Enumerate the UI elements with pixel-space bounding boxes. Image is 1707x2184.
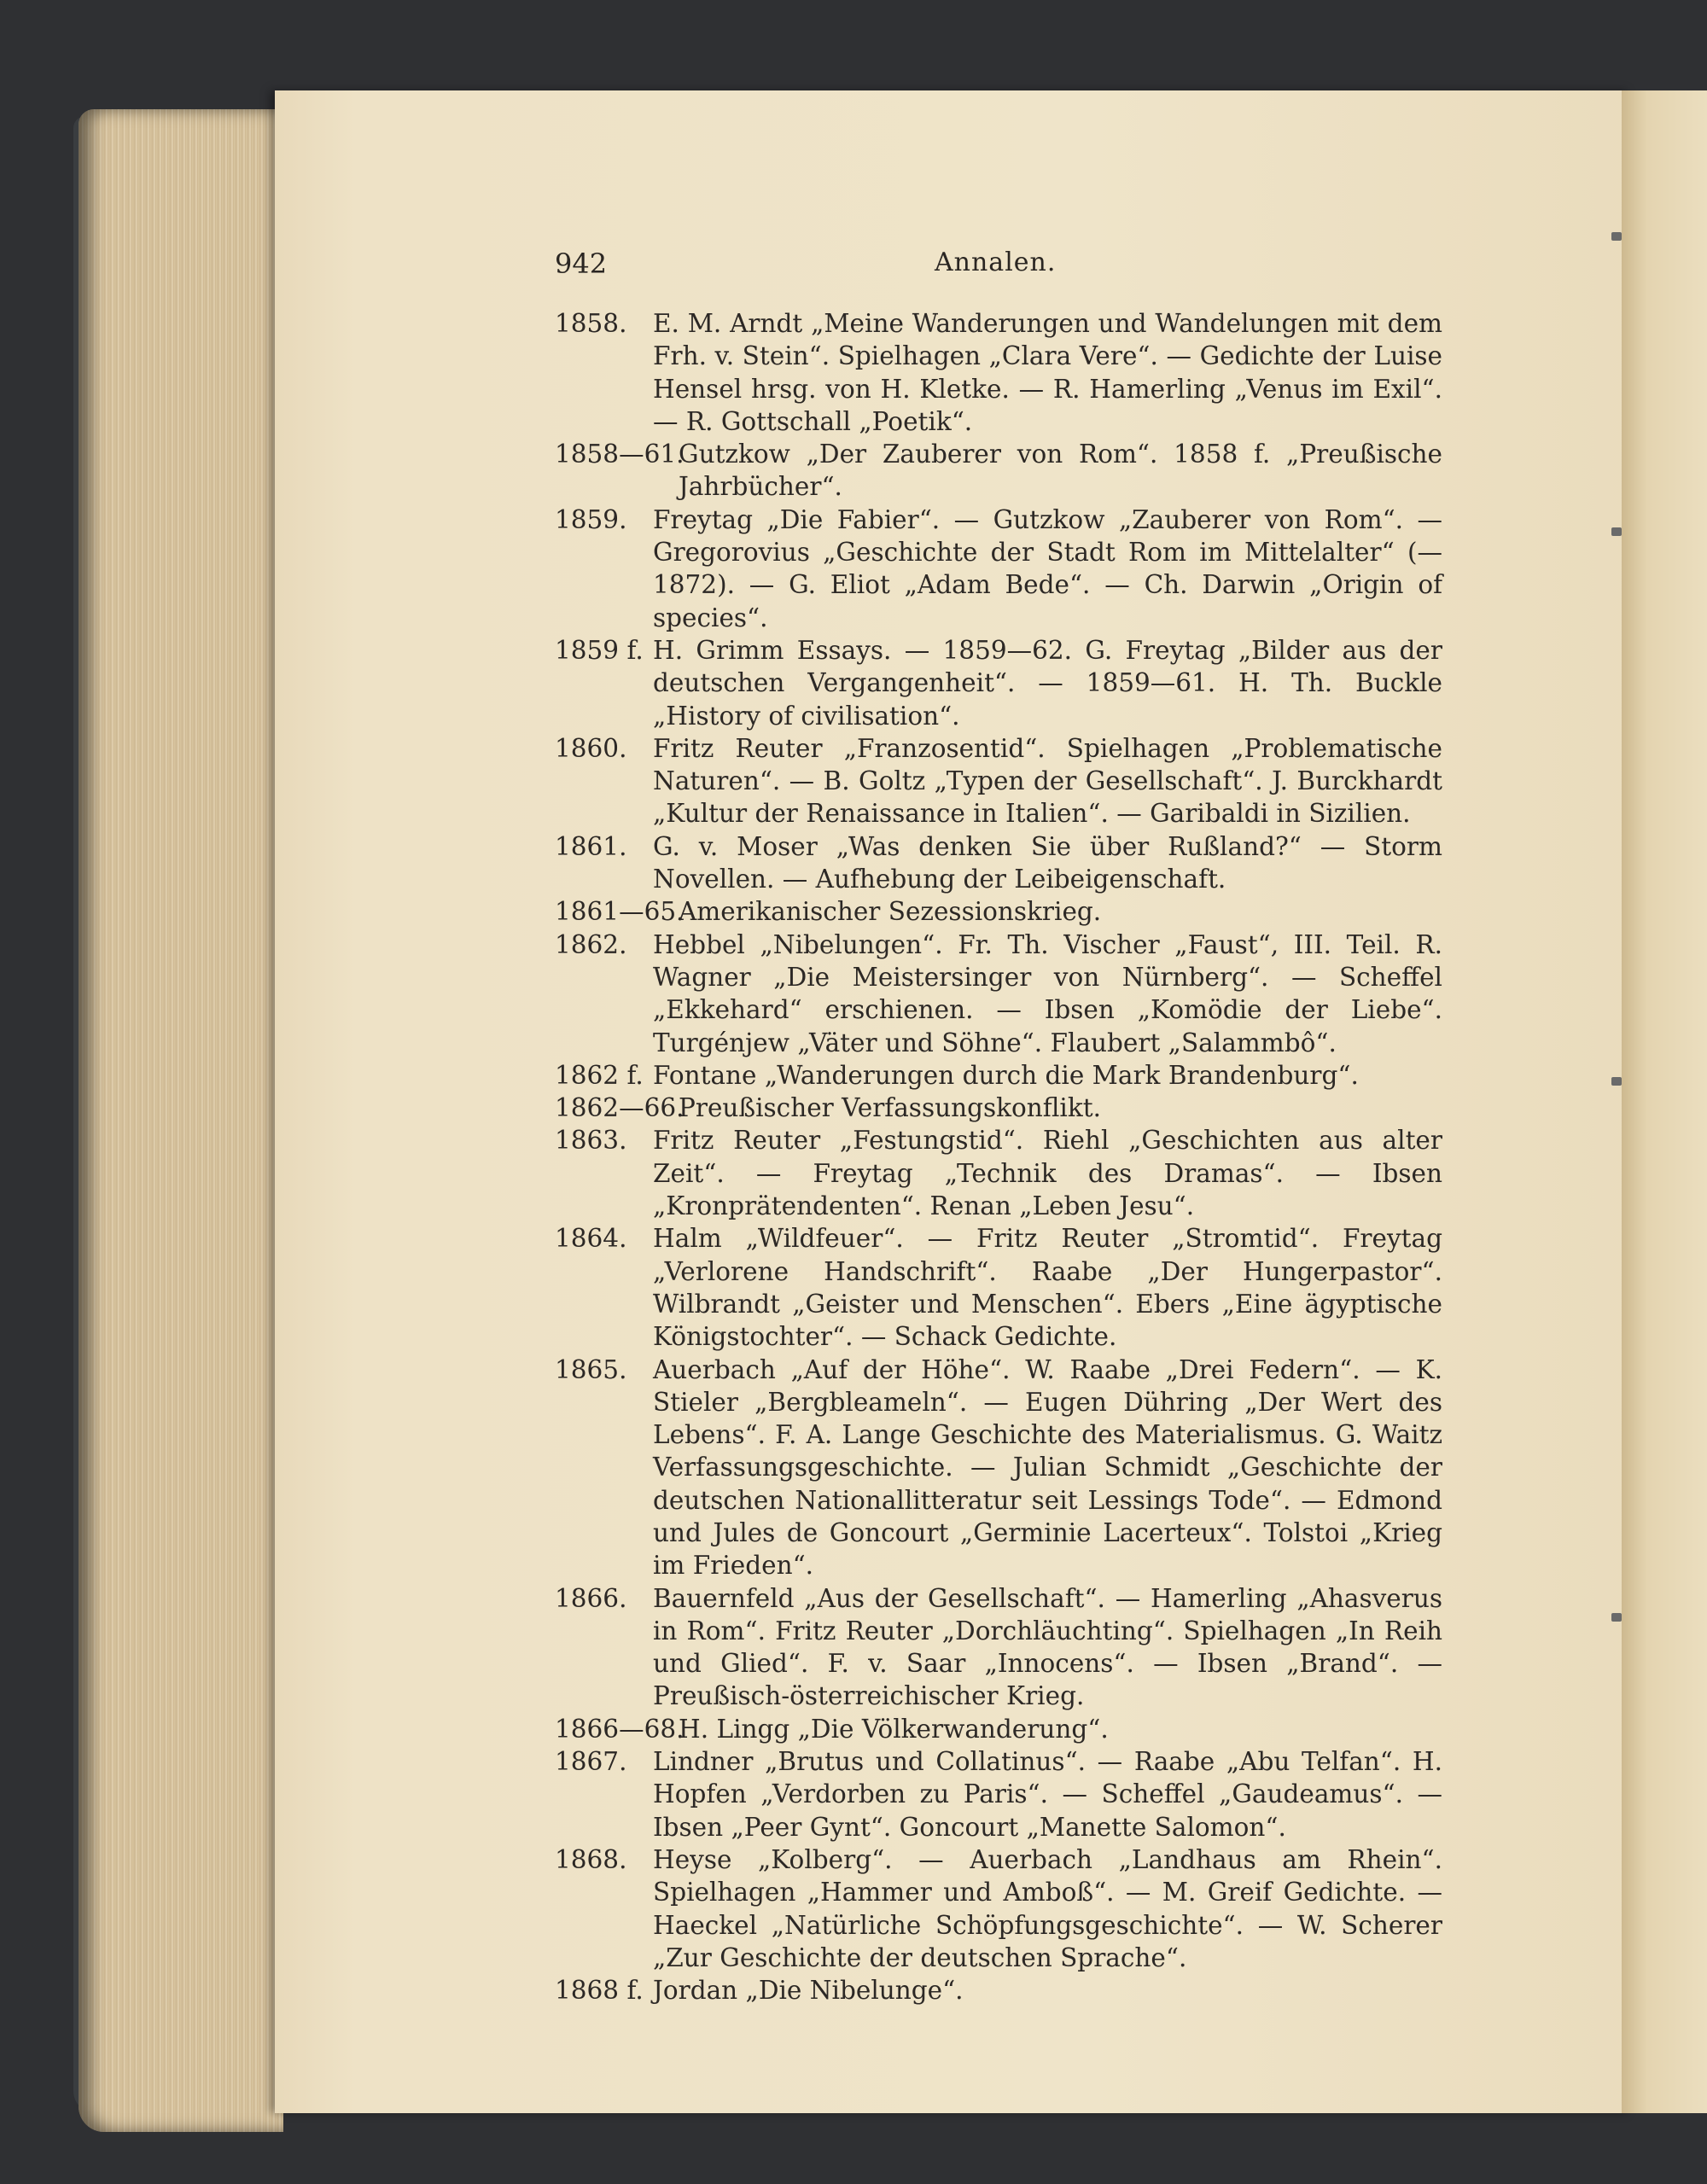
entry-year: 1859 f.	[555, 635, 644, 665]
annal-entry	[555, 504, 1442, 634]
entry-year: 1863.	[555, 1126, 627, 1156]
annal-entry	[555, 1059, 1442, 1092]
annal-entry	[555, 438, 1442, 504]
entry-year: 1867.	[555, 1747, 627, 1777]
entry-text: Lindner „Brutus und Collatinus“. — Raabe „Abu Telfan“. H. Hopfen „Verdorben zu Paris“. — Scheffel „Gaudeamus“. — Ibsen „Peer Gynt“. Goncourt „Manette Salomon“.	[653, 1747, 1442, 1842]
annal-entry	[555, 895, 1442, 928]
entry-text: Hebbel „Nibelungen“. Fr. Th. Vischer „Faust“, III. Teil. R. Wagner „Die Meistersinger von Nürnberg“. — Scheffel „Ekkehard“ erschienen. — Ibsen „Komödie der Liebe“. Turgénjew „Väter und Söhne“. Flaubert „Salammbô“.	[653, 929, 1442, 1057]
book-page-edges	[79, 109, 283, 2132]
annal-entry	[555, 1745, 1442, 1843]
entry-year: 1868 f.	[555, 1976, 644, 2006]
annal-entry	[555, 634, 1442, 732]
entry-text: Halm „Wildfeuer“. — Fritz Reuter „Stromtid“. Freytag „Verlorene Handschrift“. Raabe „Der Hungerpastor“. Wilbrandt „Geister und Menschen“. Ebers „Eine ägyptische Königstochter“. — Schack Gedichte.	[653, 1224, 1442, 1352]
annal-entry	[555, 1713, 1442, 1745]
entry-year: 1868.	[555, 1844, 627, 1874]
entry-year: 1866—68.	[555, 1714, 685, 1744]
entry-text: Bauernfeld „Aus der Gesellschaft“. — Hamerling „Ahasverus in Rom“. Fritz Reuter „Dorchläuchting“. Spielhagen „In Reih und Glied“. F. v. Saar „Innocens“. — Ibsen „Brand“. — Preußisch-österreichischer Krieg.	[653, 1583, 1442, 1711]
annal-entry	[555, 1843, 1442, 1974]
annals-list	[555, 307, 1442, 2006]
entry-year: 1865.	[555, 1354, 627, 1384]
entry-year: 1862.	[555, 929, 627, 959]
page-mark	[1611, 527, 1622, 536]
entry-year: 1861—65.	[555, 897, 685, 927]
page-mark	[1611, 1613, 1622, 1622]
entry-year: 1858—61.	[555, 440, 685, 469]
running-title: Annalen.	[935, 248, 1057, 277]
entry-year: 1859.	[555, 504, 627, 534]
entry-year: 1864.	[555, 1224, 627, 1254]
entry-text: Heyse „Kolberg“. — Auerbach „Landhaus am Rhein“. Spielhagen „Hammer und Amboß“. — M. Greif Gedichte. — Haeckel „Natürliche Schöpfungsgeschichte“. — W. Scherer „Zur Geschichte der deutschen Sprache“.	[653, 1844, 1442, 1972]
entry-text: E. M. Arndt „Meine Wanderungen und Wandelungen mit dem Frh. v. Stein“. Spielhagen „Clara Vere“. — Gedichte der Luise Hensel hrsg. von H. Kletke. — R. Hamerling „Venus im Exil“. — R. Gottschall „Poetik“.	[653, 309, 1442, 436]
annal-entry	[555, 732, 1442, 830]
annal-entry	[555, 307, 1442, 438]
entry-text: G. v. Moser „Was denken Sie über Rußland?“ — Storm Novellen. — Aufhebung der Leibeigenschaft.	[653, 831, 1442, 894]
entry-text: Fritz Reuter „Franzosentid“. Spielhagen „Problematische Naturen“. — B. Goltz „Typen der Gesellschaft“. J. Burckhardt „Kultur der Renaissance in Italien“. — Garibaldi in Sizilien.	[653, 733, 1442, 829]
annal-entry	[555, 1124, 1442, 1222]
entry-text: H. Lingg „Die Völkerwanderung“.	[679, 1714, 1109, 1744]
entry-text: Fritz Reuter „Festungstid“. Riehl „Geschichten aus alter Zeit“. — Freytag „Technik des Dramas“. — Ibsen „Kronprätendenten“. Renan „Leben Jesu“.	[653, 1126, 1442, 1221]
page-header	[555, 248, 1451, 290]
entry-text: Amerikanischer Sezessionskrieg.	[679, 897, 1102, 927]
annal-entry	[555, 1222, 1442, 1353]
entry-year: 1860.	[555, 733, 627, 763]
entry-year: 1858.	[555, 309, 627, 338]
annal-entry	[555, 1092, 1442, 1124]
entry-text: Auerbach „Auf der Höhe“. W. Raabe „Drei Federn“. — K. Stieler „Bergbleameln“. — Eugen Dühring „Der Wert des Lebens“. F. A. Lange Geschichte des Materialismus. G. Waitz Verfassungsgeschichte. — Julian Schmidt „Geschichte der deutschen Nationallitteratur seit Lessings Tode“. — Edmond und Jules de Goncourt „Germinie Lacerteux“. Tolstoi „Krieg im Frieden“.	[653, 1354, 1442, 1581]
annal-entry	[555, 1974, 1442, 2006]
entry-year: 1866.	[555, 1583, 627, 1613]
facing-page	[1622, 90, 1707, 2113]
page-mark	[1611, 232, 1622, 241]
annal-entry	[555, 830, 1442, 896]
entry-year: 1862 f.	[555, 1060, 644, 1090]
entry-year: 1862—66.	[555, 1093, 685, 1123]
page-mark	[1611, 1077, 1622, 1086]
annal-entry	[555, 929, 1442, 1059]
entry-text: Jordan „Die Nibelunge“.	[653, 1976, 964, 2006]
entry-year: 1861.	[555, 831, 627, 861]
annal-entry	[555, 1582, 1442, 1713]
entry-text: Gutzkow „Der Zauberer von Rom“. 1858 f. „Preußische Jahrbücher“.	[679, 440, 1442, 502]
entry-text: Preußischer Verfassungskonflikt.	[679, 1093, 1101, 1123]
entry-text: Fontane „Wanderungen durch die Mark Brandenburg“.	[653, 1060, 1359, 1090]
page-number: 942	[555, 248, 608, 280]
annal-entry	[555, 1354, 1442, 1582]
entry-text: Freytag „Die Fabier“. — Gutzkow „Zauberer von Rom“. — Gregorovius „Geschichte der Stadt Rom im Mittelalter“ (—1872). — G. Eliot „Adam Bede“. — Ch. Darwin „Origin of species“.	[653, 504, 1442, 632]
entry-text: H. Grimm Essays. — 1859—62. G. Freytag „Bilder aus der deutschen Vergangenheit“. — 1859—61. H. Th. Buckle „History of civilisation“.	[653, 635, 1442, 731]
